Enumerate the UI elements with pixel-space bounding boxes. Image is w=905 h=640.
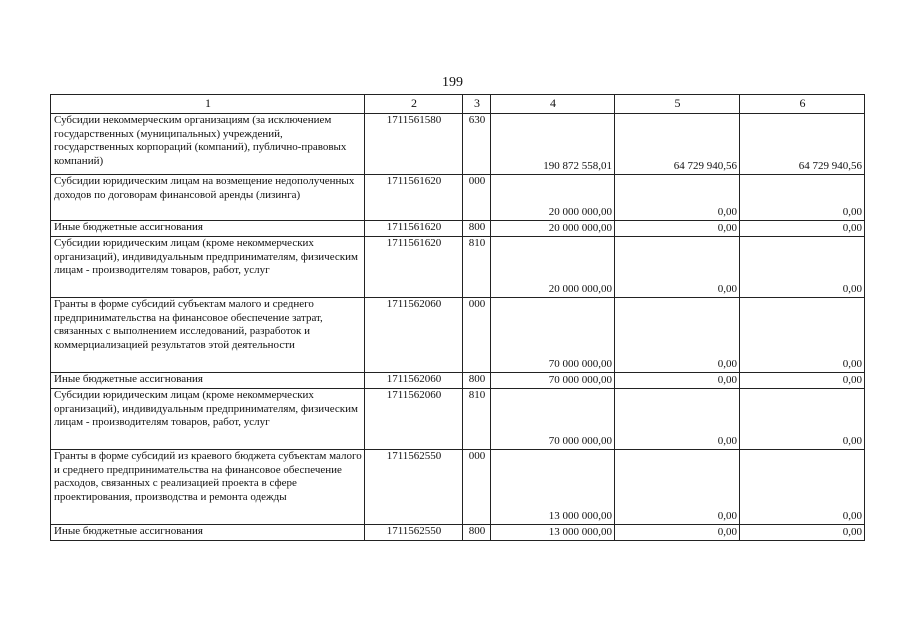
amount-col-5: 0,00 xyxy=(615,221,740,237)
page-number: 199 xyxy=(442,75,463,90)
target-article-code: 1711561580 xyxy=(365,114,463,175)
table-row xyxy=(51,114,865,175)
column-header: 1 xyxy=(51,95,365,114)
budget-table xyxy=(50,94,865,541)
column-header: 2 xyxy=(365,95,463,114)
row-description: Субсидии юридическим лицам (кроме некоммерческих организаций), индивидуальным предпринимателям, физическим лицам - производителям товаров, работ, услуг xyxy=(51,237,365,298)
table-row xyxy=(51,298,865,373)
amount-col-4: 20 000 000,00 xyxy=(491,237,615,298)
target-article-code: 1711561620 xyxy=(365,237,463,298)
amount-col-6: 0,00 xyxy=(740,175,865,221)
column-header: 4 xyxy=(491,95,615,114)
amount-col-5: 0,00 xyxy=(615,373,740,389)
table-row xyxy=(51,237,865,298)
row-description: Субсидии юридическим лицам (кроме некоммерческих организаций), индивидуальным предпринимателям, физическим лицам - производителям товаров, работ, услуг xyxy=(51,389,365,450)
amount-col-6: 64 729 940,56 xyxy=(740,114,865,175)
amount-col-5: 0,00 xyxy=(615,450,740,525)
row-description: Иные бюджетные ассигнования xyxy=(51,525,365,541)
table-row xyxy=(51,450,865,525)
row-description: Субсидии юридическим лицам на возмещение недополученных доходов по договорам финансовой аренды (лизинга) xyxy=(51,175,365,221)
amount-col-5: 0,00 xyxy=(615,175,740,221)
column-header: 5 xyxy=(615,95,740,114)
table-header-row xyxy=(51,95,865,114)
amount-col-4: 190 872 558,01 xyxy=(491,114,615,175)
amount-col-6: 0,00 xyxy=(740,525,865,541)
target-article-code: 1711562060 xyxy=(365,373,463,389)
expense-type-code: 810 xyxy=(463,389,491,450)
amount-col-6: 0,00 xyxy=(740,298,865,373)
table-row xyxy=(51,175,865,221)
amount-col-4: 13 000 000,00 xyxy=(491,525,615,541)
expense-type-code: 810 xyxy=(463,237,491,298)
amount-col-4: 13 000 000,00 xyxy=(491,450,615,525)
column-header: 3 xyxy=(463,95,491,114)
amount-col-6: 0,00 xyxy=(740,389,865,450)
target-article-code: 1711562060 xyxy=(365,298,463,373)
amount-col-6: 0,00 xyxy=(740,450,865,525)
target-article-code: 1711561620 xyxy=(365,175,463,221)
expense-type-code: 800 xyxy=(463,221,491,237)
table-row xyxy=(51,373,865,389)
amount-col-6: 0,00 xyxy=(740,373,865,389)
target-article-code: 1711562550 xyxy=(365,450,463,525)
amount-col-5: 0,00 xyxy=(615,237,740,298)
row-description: Гранты в форме субсидий из краевого бюджета субъектам малого и среднего предпринимательства на финансовое обеспечение расходов, связанных с реализацией проекта в сфере проектирования, производства и ремонта одежды xyxy=(51,450,365,525)
column-header: 6 xyxy=(740,95,865,114)
amount-col-4: 20 000 000,00 xyxy=(491,175,615,221)
expense-type-code: 800 xyxy=(463,373,491,389)
expense-type-code: 800 xyxy=(463,525,491,541)
amount-col-4: 20 000 000,00 xyxy=(491,221,615,237)
table-row xyxy=(51,525,865,541)
target-article-code: 1711562060 xyxy=(365,389,463,450)
amount-col-6: 0,00 xyxy=(740,221,865,237)
table-row xyxy=(51,389,865,450)
expense-type-code: 000 xyxy=(463,175,491,221)
amount-col-5: 0,00 xyxy=(615,525,740,541)
expense-type-code: 000 xyxy=(463,450,491,525)
amount-col-5: 0,00 xyxy=(615,389,740,450)
amount-col-6: 0,00 xyxy=(740,237,865,298)
table-row xyxy=(51,221,865,237)
amount-col-4: 70 000 000,00 xyxy=(491,389,615,450)
amount-col-4: 70 000 000,00 xyxy=(491,373,615,389)
target-article-code: 1711562550 xyxy=(365,525,463,541)
amount-col-5: 64 729 940,56 xyxy=(615,114,740,175)
row-description: Иные бюджетные ассигнования xyxy=(51,221,365,237)
expense-type-code: 000 xyxy=(463,298,491,373)
amount-col-5: 0,00 xyxy=(615,298,740,373)
row-description: Субсидии некоммерческим организациям (за исключением государственных (муниципальных) учреждений, государственных корпораций (компаний), публично-правовых компаний) xyxy=(51,114,365,175)
amount-col-4: 70 000 000,00 xyxy=(491,298,615,373)
expense-type-code: 630 xyxy=(463,114,491,175)
row-description: Иные бюджетные ассигнования xyxy=(51,373,365,389)
target-article-code: 1711561620 xyxy=(365,221,463,237)
row-description: Гранты в форме субсидий субъектам малого и среднего предпринимательства на финансовое обеспечение затрат, связанных с выполнением исследований, разработок и коммерциализацией результатов этой деятельности xyxy=(51,298,365,373)
